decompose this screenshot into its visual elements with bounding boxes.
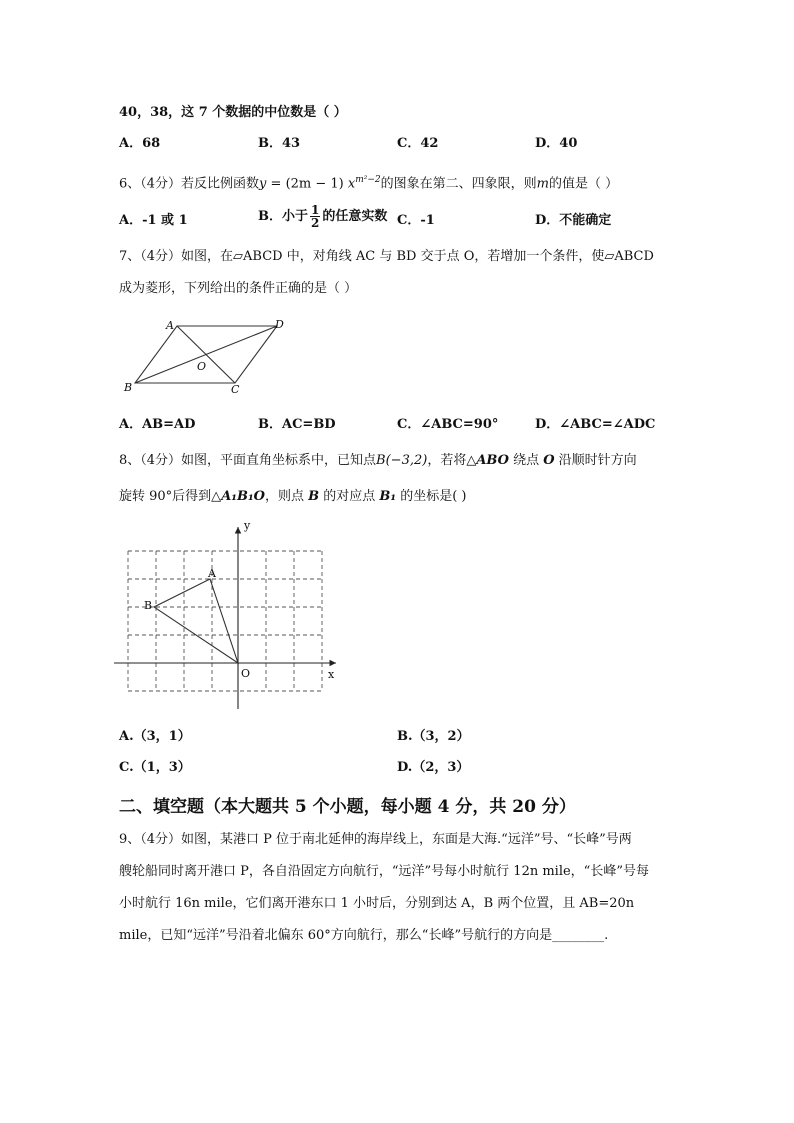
- q9-stem-line1: 9、（4分）如图，某港口 P 位于南北延伸的海岸线上，东面是大海.“远洋”号、“长峰”号两: [119, 832, 632, 847]
- q7-option-a[interactable]: A．AB=AD: [119, 417, 196, 432]
- q6-formula-coef: = (2m − 1): [266, 176, 348, 192]
- coordinate-grid-figure: [110, 515, 350, 715]
- label-d: D: [275, 318, 284, 331]
- q9-stem-line3: 小时航行 16n mile，它们离开港东口 1 小时后，分别到达 A，B 两个位置，且 AB=20n: [119, 896, 635, 911]
- q8-line2-suffix: 的坐标是( ): [396, 489, 467, 504]
- q8-triangle-abo: ABO: [476, 453, 509, 468]
- label-a: A: [166, 319, 174, 332]
- q8-option-a[interactable]: A.（3，1）: [119, 729, 191, 744]
- q6-stem-suffix: 的图象在第二、四象限，则: [380, 176, 537, 192]
- q5-option-a[interactable]: A．68: [119, 136, 161, 151]
- q8-stem-line2: [119, 488, 467, 506]
- q8-var-b1: B₁: [379, 489, 397, 504]
- q8-var-b: B: [308, 489, 320, 504]
- q8-option-b[interactable]: B.（3，2）: [397, 729, 470, 744]
- q7-option-b[interactable]: B．AC=BD: [258, 417, 336, 432]
- q5-option-c[interactable]: C．42: [397, 136, 439, 151]
- q6-stem: [119, 171, 618, 193]
- y-axis-label: y: [244, 519, 251, 532]
- q5-option-d[interactable]: D．40: [535, 136, 578, 151]
- q7-stem-line2: 成为菱形，下列给出的条件正确的是（ ）: [119, 281, 358, 296]
- label-o: O: [197, 360, 207, 373]
- q6-fraction-num: 1: [311, 203, 320, 217]
- q9-stem-line4: mile，已知“远洋”号沿着北偏东 60°方向航行，那么“长峰”号航行的方向是________.: [119, 928, 609, 943]
- q9-stem-line2: 艘轮船同时离开港口 P，各自沿固定方向航行，“远洋”号每小时航行 12n mile，“长峰”号每: [119, 864, 649, 879]
- q8-line2-prefix: 旋转 90°后得到△: [119, 489, 222, 504]
- q8-line1-mid2: 绕点: [508, 453, 544, 468]
- q8-option-c[interactable]: C.（1，3）: [119, 760, 191, 775]
- q5-stem-tail: 40，38，这 7 个数据的中位数是（ ）: [119, 105, 347, 120]
- x-axis-label: x: [328, 668, 335, 681]
- q8-line1-suffix: 沿顺时针方向: [554, 453, 637, 468]
- q6-stem-suffix2: 的值是（ ）: [548, 176, 619, 192]
- q5-option-b[interactable]: B．43: [258, 136, 301, 151]
- q8-line1-prefix: 8、（4分）如图，平面直角坐标系中，已知点: [119, 453, 377, 468]
- q8-stem-line1: [119, 452, 637, 470]
- q6-fraction-den: 2: [311, 216, 320, 230]
- q8-line2-mid2: 的对应点: [319, 489, 380, 504]
- q6-formula-exponent: m²−2: [355, 175, 381, 185]
- q6-option-b-prefix: B．小于: [258, 209, 308, 224]
- q6-formula-x: x: [347, 176, 356, 192]
- q7-stem-line1: 7、（4分）如图，在▱ABCD 中，对角线 AC 与 BD 交于点 O，若增加一个条件，使▱ABCD: [119, 249, 654, 264]
- q6-option-d[interactable]: D．不能确定: [535, 213, 612, 228]
- q7-option-c[interactable]: C．∠ABC=90°: [397, 417, 499, 432]
- q7-option-d[interactable]: D．∠ABC=∠ADC: [535, 417, 656, 432]
- q8-line2-mid: ，则点: [264, 489, 309, 504]
- q8-triangle-a1b1o: A₁B₁O: [221, 489, 265, 504]
- q6-option-b-suffix: 的任意实数: [322, 209, 388, 224]
- q6-var-m: m: [536, 176, 549, 192]
- q8-option-d[interactable]: D.（2，3）: [397, 760, 470, 775]
- parallelogram-figure: [118, 312, 298, 400]
- q6-formula-y: y: [259, 176, 267, 192]
- q6-option-c[interactable]: C．-1: [397, 213, 435, 228]
- q6-option-a[interactable]: A．-1 或 1: [119, 213, 188, 228]
- q6-option-b[interactable]: [258, 204, 387, 229]
- point-b-label: B: [144, 599, 153, 612]
- q8-line1-mid: ，若将△: [427, 453, 477, 468]
- triangle-abo: [154, 579, 238, 663]
- q8-point-b: B(−3,2): [376, 453, 428, 468]
- q6-stem-prefix: 6、（4分）若反比例函数: [119, 176, 260, 192]
- section-2-title: 二、填空题（本大题共 5 个小题，每小题 4 分，共 20 分）: [119, 797, 576, 817]
- q8-point-o: O: [543, 453, 555, 468]
- label-c: C: [231, 383, 240, 396]
- label-b: B: [124, 381, 133, 394]
- point-a-label: A: [208, 567, 216, 580]
- q6-fraction: [310, 204, 320, 229]
- origin-label: O: [241, 667, 251, 680]
- grid-lines: [128, 551, 322, 691]
